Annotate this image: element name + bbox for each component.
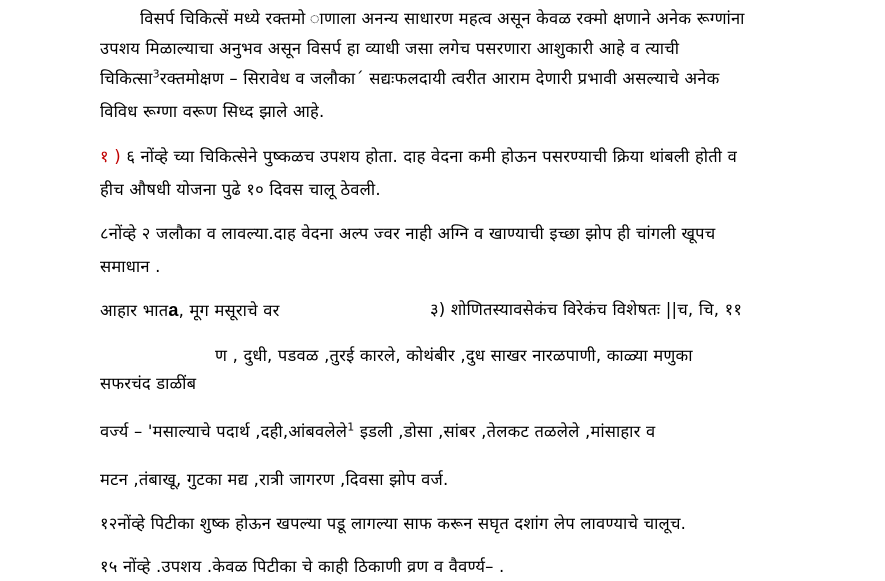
- text-fragment: , मूग मसूराचे वर: [178, 301, 280, 320]
- diet-line: सफरचंद डाळींब: [100, 374, 197, 393]
- avoid-line: मटन ,तंबाखू, गुटका मद्य ,रात्री जागरण ,दिवसा झोप वर्ज.: [100, 470, 449, 489]
- list-marker: १ ): [100, 147, 121, 166]
- reference-citation: ३) शोणितस्यावसेकंच विरेकंच विशेषतः ||च, चि, ११: [430, 300, 743, 319]
- entry-line: हीच औषधी योजना पुढे १० दिवस चालू ठेवली.: [100, 180, 381, 199]
- superscript-reference: 3: [152, 67, 160, 81]
- text-fragment: ६ नोंव्हे च्या चिकित्सेने पुष्कळच उपशय होता. दाह वेदना कमी होऊन पसरण्याची क्रिया थांबली होती व: [120, 147, 737, 166]
- diet-line: [100, 299, 280, 322]
- superscript-reference: 1: [347, 420, 355, 434]
- text-fragment: a: [168, 300, 179, 320]
- text-fragment: चिकित्सा: [100, 69, 153, 88]
- text-fragment: आहार भात: [100, 301, 169, 320]
- paragraph-line: विविध रूग्णा वरूण सिध्द झाले आहे.: [100, 102, 325, 121]
- paragraph-line: विसर्प चिकित्सें मध्ये रक्तमो ाणाला अनन्य साधारण महत्व असून केवळ रक्मो क्षणाने अनेक रूग्णांना: [140, 9, 745, 28]
- entry-line: १२नोंव्हे पिटीका शुष्क होऊन खपल्या पडू लागल्या साफ करून सघृत दशांग लेप लावण्याचे चालूच.: [100, 514, 687, 533]
- avoid-line: [100, 421, 655, 443]
- paragraph-line: [100, 68, 720, 90]
- text-fragment: रक्तमोक्षण – सिरावेध व जलौका´ सद्यःफलदायी त्वरीत आराम देणारी प्रभावी असल्याचे अनेक: [159, 69, 720, 88]
- entry-line: [100, 146, 737, 168]
- paragraph-line: उपशय मिळाल्याचा अनुभव असून विसर्प हा व्याधी जसा लगेच पसरणारा आशुकारी आहे व त्याची: [100, 39, 680, 58]
- entry-line: समाधान .: [100, 257, 161, 276]
- diet-line: ण , दुधी, पडवळ ,तुरई कारले, कोथंबीर ,दुध साखर नारळपाणी, काळ्या मणुका: [215, 346, 693, 365]
- entry-line: ८नोंव्हे २ जलौका व लावल्या.दाह वेदना अल्प ज्वर नाही अग्नि व खाण्याची इच्छा झोप ही चांगली खूपच: [100, 224, 716, 243]
- text-fragment: वर्ज्य – 'मसाल्याचे पदार्थ ,दही,आंबवलेले: [100, 422, 348, 441]
- text-fragment: इडली ,डोसा ,सांबर ,तेलकट तळलेले ,मांसाहार व: [354, 422, 656, 441]
- entry-line: १५ नोंव्हे .उपशय .केवळ पिटीका चे काही ठिकाणी व्रण व वैवर्ण्य– .: [100, 557, 505, 576]
